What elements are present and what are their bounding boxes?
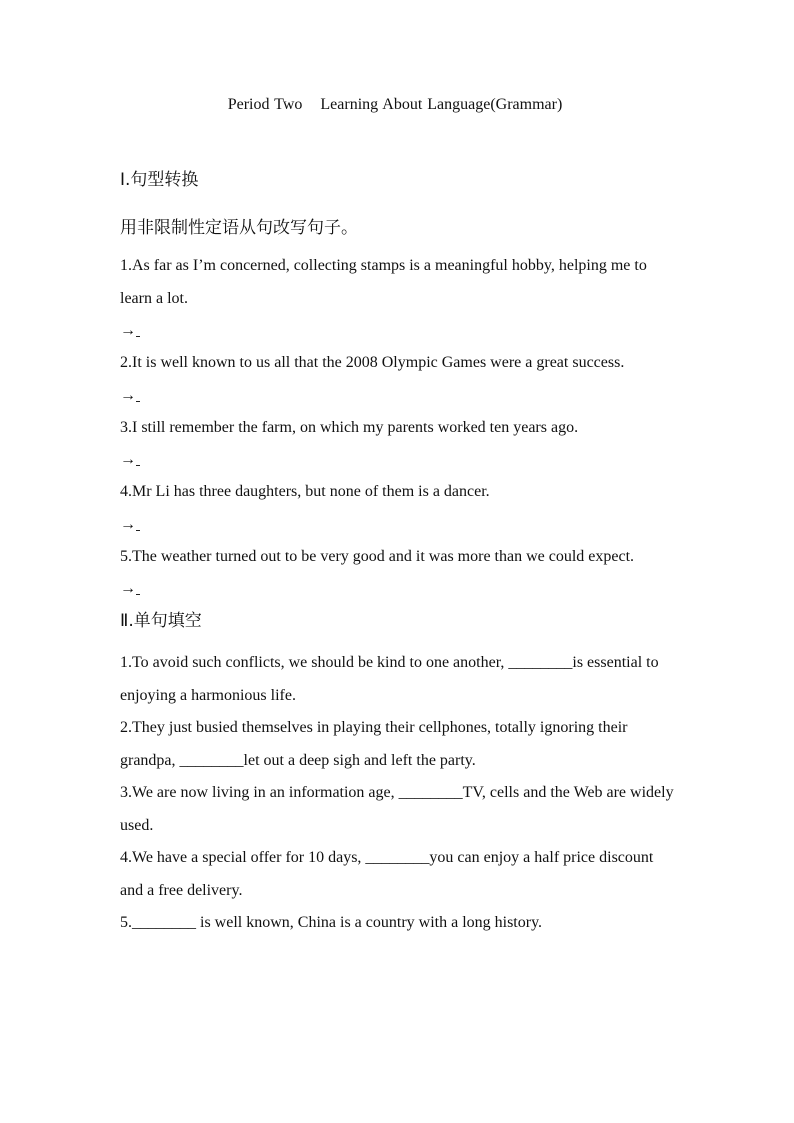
rewrite-question-2: 2.It is well known to us all that the 2008 Olympic Games were a great success. [120,354,625,371]
blank-mark [136,336,140,337]
arrow-icon: → [120,515,136,533]
blank-mark [136,465,140,466]
rewrite-question-5: 5.The weather turned out to be very good and it was more than we could expect. [120,547,635,565]
fill-question-1: 1.To avoid such conflicts, we should be kind to one another, ________is essential to enjoying a harmonious life. [120,654,659,704]
fill-question-3: 3.We are now living in an information age, ________TV, cells and the Web are widely used. [120,784,674,834]
rewrite-question-4: 4.Mr Li has three daughters, but none of them is a dancer. [120,483,490,500]
arrow-icon: → [120,322,136,339]
arrow-icon: → [120,580,136,597]
answer-line-1 [120,315,680,347]
answer-line-4 [120,509,680,541]
answer-line-2 [120,380,680,412]
worksheet-content [120,164,680,940]
blank-mark [136,401,140,402]
title-period: Period Two [227,96,303,113]
answer-line-5 [120,573,680,605]
blank-mark [136,530,140,531]
fill-question-2: 2.They just busied themselves in playing their cellphones, totally ignoring their grandpa, ________let out a deep sigh and left the party. [120,719,628,769]
page-title [0,96,790,114]
rewrite-question-3: 3.I still remember the farm, on which my parents worked ten years ago. [120,418,579,436]
blank-mark [136,594,140,595]
fill-question-5: 5.________ is well known, China is a country with a long history. [120,914,543,931]
section-2-heading: Ⅱ.单句填空 [120,611,202,631]
section-1-heading: Ⅰ.句型转换 [120,170,199,190]
answer-line-3 [120,444,680,476]
fill-question-4: 4.We have a special offer for 10 days, ________you can enjoy a half price discount and a free delivery. [120,849,654,899]
arrow-icon: → [120,451,136,468]
section-1-instruction: 用非限制性定语从句改写句子。 [120,218,358,238]
title-topic: Learning About Language(Grammar) [320,96,563,113]
arrow-icon: → [120,386,136,404]
rewrite-question-1: 1.As far as I’m concerned, collecting stamps is a meaningful hobby, helping me to learn a lot. [120,257,647,307]
